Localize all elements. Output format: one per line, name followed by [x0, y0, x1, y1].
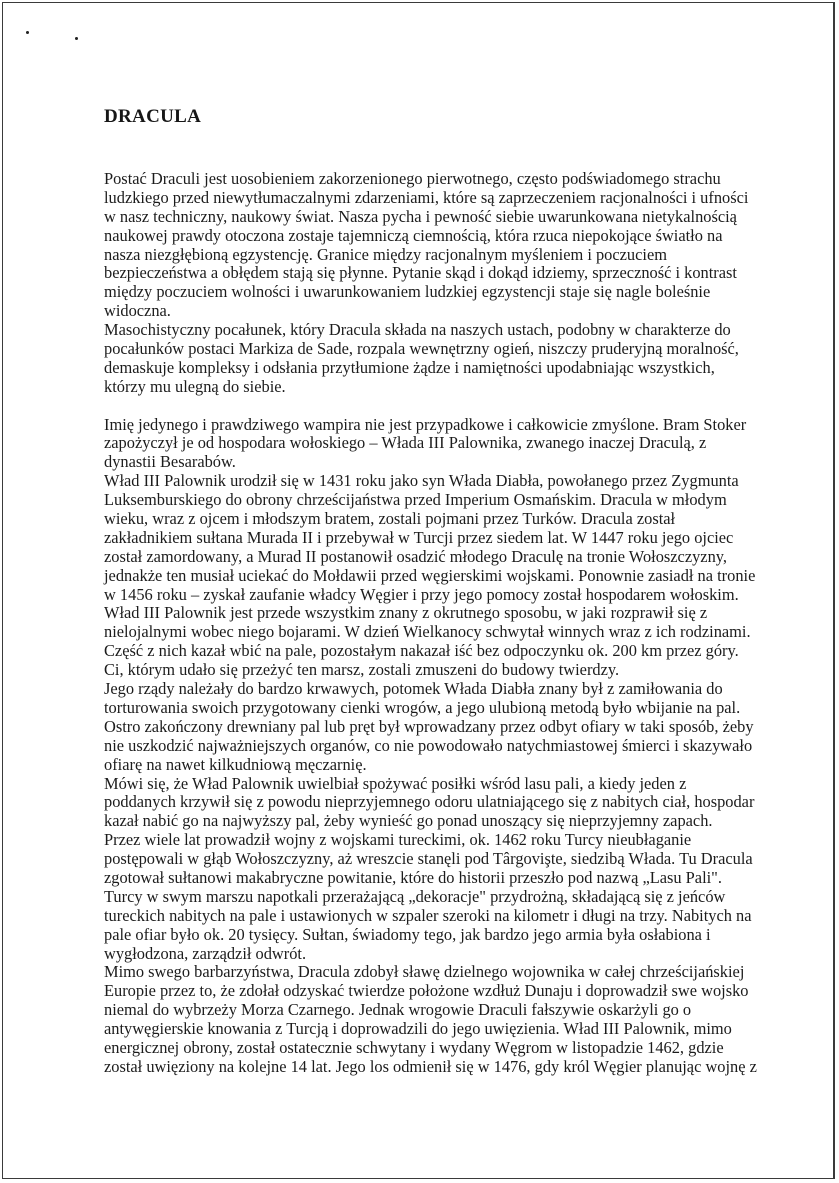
text-line: zgotował sułtanowi makabryczne powitanie, które do historii przeszło pod nazwą „Lasu Pali". [104, 867, 722, 887]
text-line: tureckich nabitych na pale i ustawionych w szpaler szeroki na kilometr i długi na trzy. Nabitych na [104, 905, 752, 925]
text-line: nasza niezgłębioną egzystencję. Granice między racjonalnym myśleniem i poczuciem [104, 244, 667, 264]
text-line: postępowali w głąb Wołoszczyzny, aż wreszcie stanęli pod Târgovişte, siedzibą Włada. Tu Dracula [104, 849, 753, 869]
text-line: kazał nabić go na najwyższy pal, żeby wynieść go ponad unoszący się nieprzyjemny zapach. [104, 811, 713, 831]
text-line: został zamordowany, a Murad II postanowił osadzić młodego Draculę na tronie Wołoszczyzny, [104, 546, 727, 566]
text-line: Mówi się, że Wład Palownik uwielbiał spożywać posiłki wśród lasu pali, a kiedy jeden z [104, 773, 687, 793]
text-line: Mimo swego barbarzyństwa, Dracula zdobył sławę dzielnego wojownika w całej chrześcijańskiej [104, 962, 745, 982]
text-line: Wład III Palownik jest przede wszystkim znany z okrutnego sposobu, w jaki rozprawił się z [104, 603, 708, 623]
document-page [2, 2, 835, 1179]
text-line: w 1456 roku – zyskał zaufanie władcy Węgier i przy jego pomocy został hospodarem wołoskim. [104, 584, 739, 604]
text-line: pocałunków postaci Markiza de Sade, rozpala wewnętrzny ogień, niszczy pruderyjną moralność, [104, 339, 739, 359]
text-line: dynastii Besarabów. [104, 452, 236, 472]
document-body [104, 170, 799, 1077]
text-line: Jego rządy należały do bardzo krwawych, potomek Włada Diabła znany był z zamiłowania do [104, 679, 723, 699]
text-line: bezpieczeństwa a obłędem stają się płynne. Pytanie skąd i dokąd idziemy, sprzeczność i kontrast [104, 263, 737, 283]
text-line: Część z nich kazał wbić na pale, pozostałym nakazał iść bez odpoczynku ok. 200 km przez góry. [104, 641, 739, 661]
text-line: Ostro zakończony drewniany pal lub pręt był wprowadzany przez odbyt ofiary w taki sposób, żeby [104, 716, 754, 736]
text-line: Turcy w swym marszu napotkali przerażającą „dekoracje" przydrożną, składającą się z jeńców [104, 886, 726, 906]
text-line: między poczuciem wolności i uwarunkowaniem ludzkiej egzystencji staje się nagle boleśnie [104, 282, 711, 302]
text-line: Masochistyczny pocałunek, który Dracula składa na naszych ustach, podobny w charakterze do [104, 320, 731, 340]
text-line: Postać Draculi jest uosobieniem zakorzenionego pierwotnego, często podświadomego strachu [104, 169, 721, 188]
text-line: ofiarę na nawet kilkudniową męczarnię. [104, 754, 367, 774]
text-line: nielojalnymi wobec niego bojarami. W dzień Wielkanocy schwytał winnych wraz z ich rodzinami. [104, 622, 751, 642]
text-line: Ci, którym udało się przeżyć ten marsz, zostali zmuszeni do budowy twierdzy. [104, 660, 620, 680]
text-line: antywęgierskie knowania z Turcją i doprowadzili do jego uwięzienia. Wład III Palownik, mimo [104, 1019, 732, 1039]
text-line: jednakże ten musiał uciekać do Mołdawii przed węgierskimi wojskami. Ponownie zasiadł na tronie [104, 565, 756, 585]
text-line: wygłodzona, zarządził odwrót. [104, 943, 307, 963]
text-line: demaskuje kompleksy i odsłania przytłumione żądze i namiętności upodabniając wszystkich, [104, 357, 715, 377]
text-line: niemal do wybrzeży Morza Czarnego. Jednak wrogowie Draculi fałszywie oskarżyli go o [104, 1000, 692, 1020]
text-line: poddanych krzywił się z powodu nieprzyjemnego odoru ulatniającego się z nabitych ciał, hospodar [104, 792, 755, 812]
text-line: nie uszkodzić najważniejszych organów, co nie powodowało natychmiastowej śmierci i skazywało [104, 735, 753, 755]
text-line: zapożyczył je od hospodara wołoskiego – Włada III Palownika, zwanego inaczej Draculą, z [104, 433, 707, 453]
text-line: Przez wiele lat prowadził wojny z wojskami tureckimi, ok. 1462 roku Turcy nieubłaganie [104, 830, 692, 850]
text-line: Imię jedynego i prawdziwego wampira nie jest przypadkowe i całkowicie zmyślone. Bram Stoker [104, 414, 747, 434]
document-title: DRACULA [104, 106, 202, 127]
scan-speck [75, 37, 78, 40]
text-line: którzy mu ulegną do siebie. [104, 376, 286, 396]
text-line: zakładnikiem sułtana Murada II i przebywał w Turcji przez siedem lat. W 1447 roku jego ojciec [104, 527, 734, 547]
text-line: został uwięziony na kolejne 14 lat. Jego los odmienił się w 1476, gdy król Węgier planując wojnę z [104, 1056, 757, 1076]
text-line: pale ofiar było ok. 20 tysięcy. Sułtan, świadomy tego, jak bardzo jego armia była osłabiona i [104, 924, 711, 944]
text-line: energicznej obrony, został ostatecznie schwytany i wydany Węgrom w listopadzie 1462, gdzie [104, 1037, 724, 1057]
text-line: wieku, wraz z ojcem i młodszym bratem, zostali pojmani przez Turków. Dracula został [104, 509, 676, 529]
text-line: widoczna. [104, 301, 171, 321]
scan-speck [26, 31, 29, 34]
text-line: ludzkiego przed niewytłumaczalnymi zdarzeniami, które są zaprzeczeniem racjonalności i ufności [104, 187, 749, 207]
text-line: Luksemburskiego do obrony chrześcijaństwa przed Imperium Osmańskim. Dracula w młodym [104, 490, 727, 510]
text-line: w nasz techniczny, naukowy świat. Nasza pycha i pewność siebie uwarunkowana nietykalnością [104, 206, 737, 226]
text-line: naukowej prawdy otoczona zostaje tajemniczą ciemnością, która rzuca niepokojące światło na [104, 225, 723, 245]
text-line: Wład III Palownik urodził się w 1431 roku jako syn Włada Diabła, powołanego przez Zygmunta [104, 471, 739, 491]
text-line: torturowania swoich przygotowany cienki wrogów, a jego ulubioną metodą było wbijanie na pal. [104, 697, 741, 717]
paragraph-break [104, 397, 799, 416]
text-line: Europie przez to, że zdołał odzyskać twierdze położone wzdłuż Dunaju i doprowadził swe wojsko [104, 981, 749, 1001]
